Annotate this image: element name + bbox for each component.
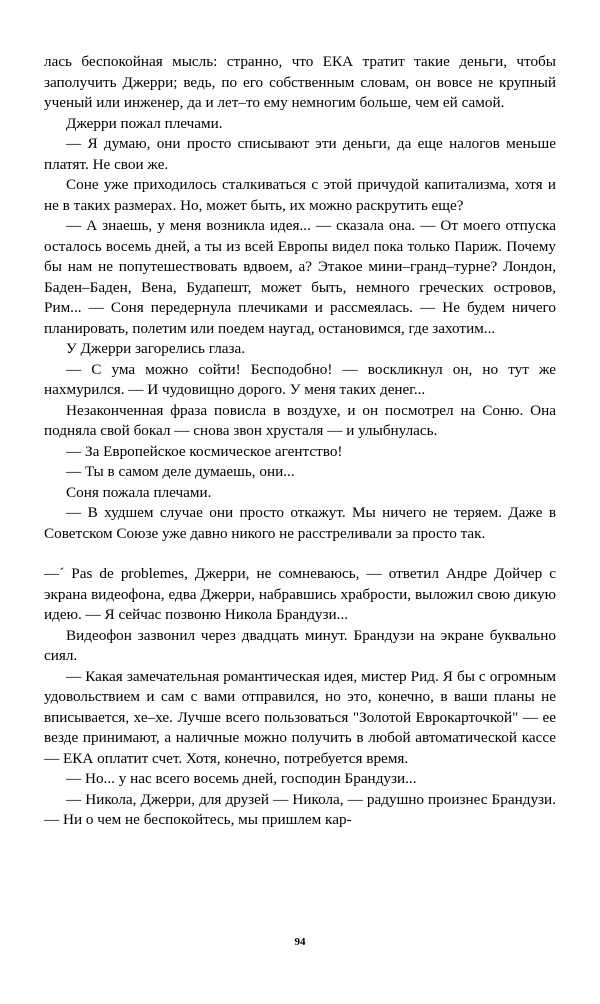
paragraph-10: — Ты в самом деле думаешь, они... [66, 463, 295, 480]
paragraph-12: — В худшем случае они просто откажут. Мы ничего не теряем. Даже в Советском Союзе уже давно никого не расстреливали за просто так. [44, 504, 556, 542]
page-number: 94 [294, 936, 306, 948]
paragraph-14: Видеофон зазвонил через двадцать минут. Брандузи на экране буквально сиял. [44, 626, 556, 664]
paragraph-13: —´ Pas de problemes, Джерри, не сомневаюсь, — ответил Андре Дойчер с экрана видеофона, едва Джерри, набравшись храбрости, выложил свою дикую идею. — Я сейчас позвоню Никола Брандузи... [44, 565, 556, 623]
paragraph-7: — С ума можно сойти! Бесподобно! — воскликнул он, но тут же нахмурился. — И чудовищно дорого. У меня таких денег... [44, 360, 556, 398]
paragraph-9: — За Европейское космическое агентство! [66, 442, 343, 460]
paragraph-8: Незаконченная фраза повисла в воздухе, и он посмотрел на Соню. Она подняла свой бокал — снова звон хрусталя — и улыбнулась. [44, 401, 556, 439]
page-body [44, 52, 556, 831]
paragraph-3: — Я думаю, они просто списывают эти деньги, да еще налогов меньше платят. Не свои же. [44, 135, 556, 173]
paragraph-2: Джерри пожал плечами. [66, 114, 223, 132]
paragraph-16: — Но... у нас всего восемь дней, господин Брандузи... [66, 770, 417, 787]
paragraph-17: — Никола, Джерри, для друзей — Никола, — радушно произнес Брандузи. — Ни о чем не беспокойтесь, мы пришлем кар- [44, 790, 556, 828]
paragraph-11: Соня пожала плечами. [66, 483, 212, 501]
paragraph-1: лась беспокойная мысль: странно, что ЕКА тратит такие деньги, чтобы заполучить Джерри; ведь, по его собственным словам, он вовсе не крупный ученый или инженер, да и лет–то ему немногим больше, чем ей самой. [44, 53, 556, 111]
paragraph-15: — Какая замечательная романтическая идея, мистер Рид. Я бы с огромным удовольствием и сам с вами отправился, но это, конечно, в ваши планы не вписывается, хе–хе. Лучше всего пользоваться "Золотой Еврокарточкой" — ее везде принимают, а наличные можно получить в любой автоматической кассе — ЕКА оплатит счет. Хотя, конечно, потребуется время. [44, 667, 556, 767]
paragraph-4: Соне уже приходилось сталкиваться с этой причудой капитализма, хотя и не в таких размерах. Но, может быть, их можно раскрутить еще? [44, 176, 556, 214]
paragraph-6: У Джерри загорелись глаза. [66, 340, 246, 357]
paragraph-5: — А знаешь, у меня возникла идея... — сказала она. — От моего отпуска осталось восемь дней, а ты из всей Европы видел пока только Париж. Почему бы нам не попутешествовать вдвоем, а? Этакое мини–гранд–турне? Лондон, Баден–Баден, Вена, Будапешт, может быть, немного греческих островов, Рим... — Соня передернула плечиками и рассмеялась. — Не будем ничего планировать, полетим или поедем наугад, остановимся, где захотим... [44, 217, 556, 337]
